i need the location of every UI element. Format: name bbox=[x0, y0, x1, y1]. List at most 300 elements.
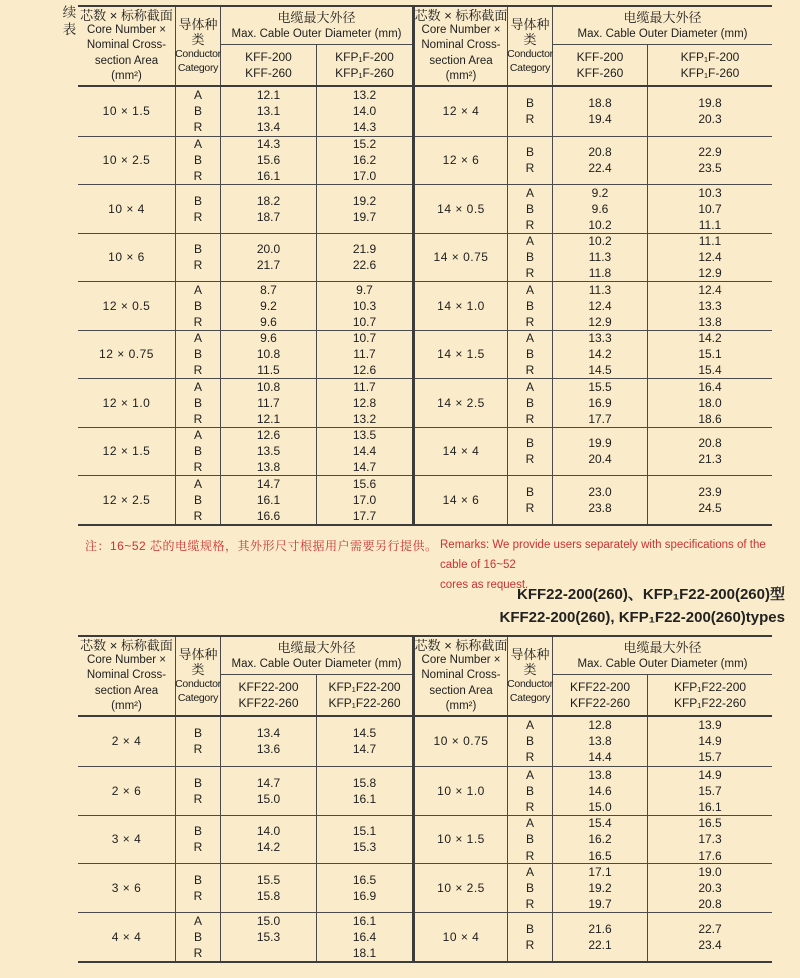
diameter-value: 22.4 bbox=[588, 161, 612, 176]
diameter-value: 15.7 bbox=[698, 783, 722, 798]
conductor-value: R bbox=[525, 500, 535, 515]
diameter-value: 9.6 bbox=[591, 201, 609, 216]
diameter-value: 21.7 bbox=[256, 258, 281, 273]
diameter-value: 22.6 bbox=[352, 258, 377, 273]
header-core-number: 芯数 × 标称截面 Core Number × Nominal Cross- section Area (mm²) bbox=[78, 637, 176, 715]
diameter-value: 22.9 bbox=[698, 145, 722, 160]
conductor-value: A bbox=[193, 379, 202, 394]
kff-diameter-cell bbox=[553, 476, 648, 524]
diameter-value: 15.8 bbox=[256, 889, 281, 904]
diameter-value bbox=[268, 945, 269, 961]
kpf-diameter-cell bbox=[317, 379, 412, 427]
spec-cell: 12 × 0.5 bbox=[78, 282, 176, 330]
diameter-value: 14.4 bbox=[352, 444, 377, 459]
diameter-value: 15.8 bbox=[352, 775, 377, 790]
kpf-diameter-cell bbox=[648, 185, 772, 233]
diameter-value: 10.7 bbox=[698, 201, 722, 216]
conductor-value: R bbox=[525, 452, 535, 467]
continued-table-label: 续表 bbox=[62, 5, 77, 37]
header-max-diameter: 电缆最大外径 Max. Cable Outer Diameter (mm) KFF-200 KFF-260 KFP₁F-200 KFP₁F-260 bbox=[553, 7, 772, 85]
kpf-diameter-cell bbox=[317, 185, 412, 233]
table1-right-body bbox=[415, 87, 772, 524]
conductor-value: B bbox=[525, 395, 534, 410]
kff-diameter-cell bbox=[221, 816, 317, 864]
diameter-value: 14.3 bbox=[352, 120, 377, 135]
conductor-cell bbox=[508, 137, 553, 185]
conductor-cell bbox=[508, 476, 553, 524]
section-title bbox=[500, 583, 786, 629]
spec-cell: 10 × 6 bbox=[78, 234, 176, 282]
kpf-diameter-cell bbox=[317, 137, 412, 185]
table2-right-header bbox=[415, 637, 772, 717]
conductor-cell bbox=[176, 767, 221, 815]
kff-diameter-cell bbox=[553, 428, 648, 476]
diameter-value: 22.7 bbox=[698, 921, 722, 936]
table-row-group bbox=[78, 378, 412, 427]
header-core-number: 芯数 × 标称截面 Core Number × Nominal Cross- section Area (mm²) bbox=[415, 637, 508, 715]
kpf-diameter-cell bbox=[317, 476, 412, 524]
table-row-group bbox=[78, 136, 412, 185]
diameter-value: 23.5 bbox=[698, 161, 722, 176]
table1-right-header bbox=[415, 7, 772, 87]
diameter-value: 12.1 bbox=[256, 411, 281, 426]
kpf-diameter-cell bbox=[648, 331, 772, 379]
diameter-value: 8.7 bbox=[260, 282, 277, 297]
table-row-group bbox=[415, 815, 772, 864]
conductor-value: R bbox=[525, 266, 535, 281]
diameter-value: 13.9 bbox=[698, 718, 722, 733]
conductor-value: R bbox=[193, 840, 203, 855]
table-row-group bbox=[78, 912, 412, 961]
diameter-value: 15.4 bbox=[698, 363, 722, 378]
table-row-group bbox=[415, 717, 772, 766]
conductor-value: R bbox=[525, 848, 535, 863]
conductor-value: B bbox=[525, 734, 534, 749]
conductor-value: B bbox=[525, 250, 534, 265]
conductor-value: R bbox=[193, 258, 203, 273]
header-model-kff: KFF-200 KFF-260 bbox=[221, 45, 317, 85]
diameter-value: 20.8 bbox=[698, 897, 722, 912]
conductor-value: A bbox=[193, 88, 202, 103]
conductor-value: B bbox=[525, 347, 534, 362]
note-chinese: 注：16~52 芯的电缆规格，其外形尺寸根据用户需要另行提供。 bbox=[85, 539, 438, 553]
kpf-diameter-cell bbox=[648, 767, 772, 815]
kff-diameter-cell bbox=[221, 185, 317, 233]
diameter-value: 20.0 bbox=[256, 242, 281, 257]
kff-diameter-cell bbox=[221, 137, 317, 185]
diameter-value: 17.7 bbox=[352, 508, 377, 523]
conductor-value: B bbox=[525, 436, 534, 451]
diameter-value: 16.5 bbox=[698, 816, 722, 831]
conductor-value: B bbox=[525, 96, 534, 111]
header-conductor-category: 导体种 类 Conductor Category bbox=[176, 7, 221, 85]
table-row-group bbox=[415, 766, 772, 815]
conductor-value: A bbox=[525, 331, 534, 346]
conductor-value: B bbox=[193, 726, 202, 741]
conductor-value: R bbox=[525, 112, 535, 127]
diameter-value: 13.8 bbox=[256, 460, 281, 475]
diameter-value: 19.9 bbox=[588, 436, 612, 451]
kff-diameter-cell bbox=[221, 87, 317, 136]
conductor-value: R bbox=[193, 209, 203, 224]
header-model-kff22: KFF22-200 KFF22-260 bbox=[221, 675, 317, 715]
spec-cell: 14 × 6 bbox=[415, 476, 508, 524]
conductor-cell bbox=[508, 234, 553, 282]
kff-diameter-cell bbox=[553, 137, 648, 185]
spec-cell: 10 × 1.5 bbox=[78, 87, 176, 136]
diameter-value: 14.9 bbox=[698, 767, 722, 782]
kpf-diameter-cell bbox=[317, 282, 412, 330]
diameter-value: 10.3 bbox=[698, 185, 722, 200]
kff-diameter-cell bbox=[553, 234, 648, 282]
diameter-value: 17.0 bbox=[352, 169, 377, 184]
table-row-group bbox=[415, 427, 772, 476]
diameter-value: 13.2 bbox=[352, 411, 377, 426]
conductor-value: B bbox=[193, 193, 202, 208]
spec-cell: 10 × 1.0 bbox=[415, 767, 508, 815]
diameter-value: 11.1 bbox=[698, 217, 722, 232]
conductor-value: B bbox=[525, 484, 534, 499]
diameter-value: 10.8 bbox=[256, 379, 281, 394]
diameter-value: 15.0 bbox=[256, 914, 281, 929]
conductor-cell bbox=[508, 331, 553, 379]
diameter-value: 15.4 bbox=[588, 816, 612, 831]
table1-left-header bbox=[78, 7, 412, 87]
kff-diameter-cell bbox=[221, 476, 317, 524]
diameter-value: 10.8 bbox=[256, 347, 281, 362]
conductor-cell bbox=[508, 379, 553, 427]
diameter-value: 15.7 bbox=[698, 750, 722, 765]
conductor-value: R bbox=[525, 363, 535, 378]
kpf-diameter-cell bbox=[648, 476, 772, 524]
header-max-diameter: 电缆最大外径 Max. Cable Outer Diameter (mm) KFF22-200 KFF22-260 KFP₁F22-200 KFP₁F22-260 bbox=[221, 637, 412, 715]
kff-diameter-cell bbox=[553, 717, 648, 766]
table1-left-half bbox=[78, 7, 412, 524]
conductor-cell bbox=[176, 816, 221, 864]
conductor-value: B bbox=[193, 444, 202, 459]
conductor-value: R bbox=[193, 460, 203, 475]
spec-cell: 12 × 6 bbox=[415, 137, 508, 185]
conductor-value: A bbox=[525, 816, 534, 831]
table-row-group bbox=[78, 766, 412, 815]
table-row-group bbox=[415, 863, 772, 912]
header-model-kff: KFF-200 KFF-260 bbox=[553, 45, 648, 85]
section-title-en: KFF22-200(260), KFP₁F22-200(260)types bbox=[499, 609, 785, 626]
kpf-diameter-cell bbox=[317, 331, 412, 379]
table2-right-half bbox=[415, 637, 772, 961]
diameter-value: 13.2 bbox=[352, 88, 377, 103]
conductor-cell bbox=[176, 717, 221, 766]
conductor-cell bbox=[508, 185, 553, 233]
table2-right-body bbox=[415, 717, 772, 961]
conductor-value: A bbox=[525, 185, 534, 200]
diameter-value: 19.0 bbox=[698, 865, 722, 880]
table-row-group bbox=[415, 475, 772, 524]
diameter-value: 21.9 bbox=[352, 242, 377, 257]
spec-cell: 14 × 1.0 bbox=[415, 282, 508, 330]
conductor-value: A bbox=[193, 428, 202, 443]
spec-cell: 2 × 6 bbox=[78, 767, 176, 815]
diameter-value: 10.7 bbox=[352, 314, 377, 329]
conductor-cell bbox=[508, 767, 553, 815]
diameter-value: 16.5 bbox=[352, 873, 377, 888]
table-row-group bbox=[78, 330, 412, 379]
diameter-value: 16.1 bbox=[256, 169, 281, 184]
spec-cell: 10 × 2.5 bbox=[78, 137, 176, 185]
diameter-value: 12.8 bbox=[352, 395, 377, 410]
header-max-diameter: 电缆最大外径 Max. Cable Outer Diameter (mm) KFF-200 KFF-260 KFP₁F-200 KFP₁F-260 bbox=[221, 7, 412, 85]
diameter-value: 14.7 bbox=[256, 476, 281, 491]
diameter-value: 19.2 bbox=[588, 881, 612, 896]
conductor-value: B bbox=[525, 783, 534, 798]
spec-cell: 12 × 1.5 bbox=[78, 428, 176, 476]
table-row-group bbox=[415, 233, 772, 282]
diameter-value: 12.4 bbox=[698, 250, 722, 265]
diameter-value: 12.6 bbox=[256, 428, 281, 443]
diameter-value: 15.1 bbox=[352, 824, 377, 839]
conductor-cell bbox=[176, 428, 221, 476]
diameter-value: 15.3 bbox=[352, 840, 377, 855]
table-row-group bbox=[78, 184, 412, 233]
conductor-value: R bbox=[193, 363, 203, 378]
spec-cell: 14 × 0.5 bbox=[415, 185, 508, 233]
spec-cell: 14 × 1.5 bbox=[415, 331, 508, 379]
diameter-value: 15.6 bbox=[352, 476, 377, 491]
conductor-cell bbox=[176, 331, 221, 379]
spec-cell: 10 × 2.5 bbox=[415, 864, 508, 912]
diameter-value: 13.3 bbox=[588, 331, 612, 346]
diameter-value: 18.7 bbox=[256, 209, 281, 224]
kff-diameter-cell bbox=[553, 816, 648, 864]
cable-diameter-table-kff22 bbox=[78, 635, 772, 963]
spec-cell: 12 × 0.75 bbox=[78, 331, 176, 379]
header-max-diameter: 电缆最大外径 Max. Cable Outer Diameter (mm) KFF22-200 KFF22-260 KFP₁F22-200 KFP₁F22-260 bbox=[553, 637, 772, 715]
conductor-value: B bbox=[525, 921, 534, 936]
diameter-value: 18.8 bbox=[588, 96, 612, 111]
conductor-value: B bbox=[525, 298, 534, 313]
table-row-group bbox=[415, 378, 772, 427]
kpf-diameter-cell bbox=[648, 428, 772, 476]
diameter-value: 12.6 bbox=[352, 363, 377, 378]
spec-cell: 10 × 4 bbox=[78, 185, 176, 233]
diameter-value: 19.4 bbox=[588, 112, 612, 127]
conductor-value: A bbox=[193, 476, 202, 491]
conductor-value: B bbox=[193, 492, 202, 507]
spec-cell: 10 × 1.5 bbox=[415, 816, 508, 864]
kff-diameter-cell bbox=[553, 379, 648, 427]
kff-diameter-cell bbox=[553, 864, 648, 912]
diameter-value: 15.6 bbox=[256, 153, 281, 168]
note-english: Remarks: We provide users separately with specifications of the cable of 16~52 cores as request. bbox=[440, 539, 766, 591]
conductor-cell bbox=[176, 913, 221, 961]
conductor-cell bbox=[176, 476, 221, 524]
diameter-value: 17.7 bbox=[588, 411, 612, 426]
diameter-value: 23.8 bbox=[588, 500, 612, 515]
spec-cell: 14 × 2.5 bbox=[415, 379, 508, 427]
conductor-value: A bbox=[525, 865, 534, 880]
header-core-number: 芯数 × 标称截面 Core Number × Nominal Cross- section Area (mm²) bbox=[78, 7, 176, 85]
diameter-value: 23.4 bbox=[698, 938, 722, 953]
diameter-value: 12.4 bbox=[698, 282, 722, 297]
kff-diameter-cell bbox=[553, 913, 648, 961]
diameter-value: 9.2 bbox=[260, 298, 277, 313]
kff-diameter-cell bbox=[553, 767, 648, 815]
diameter-value: 20.8 bbox=[698, 436, 722, 451]
conductor-value: R bbox=[525, 799, 535, 814]
conductor-value: B bbox=[193, 153, 202, 168]
diameter-value: 19.8 bbox=[698, 96, 722, 111]
kff-diameter-cell bbox=[221, 864, 317, 912]
diameter-value: 15.3 bbox=[256, 930, 281, 945]
conductor-value: A bbox=[193, 913, 202, 928]
diameter-value: 14.7 bbox=[352, 742, 377, 757]
diameter-value: 15.1 bbox=[698, 347, 722, 362]
conductor-value: B bbox=[193, 395, 202, 410]
conductor-cell bbox=[508, 717, 553, 766]
kpf-diameter-cell bbox=[317, 234, 412, 282]
conductor-value: R bbox=[193, 169, 203, 184]
diameter-value: 14.2 bbox=[698, 331, 722, 346]
diameter-value: 14.0 bbox=[352, 104, 377, 119]
section-title-zh: KFF22-200(260)、KFP₁F22-200(260)型 bbox=[517, 586, 785, 603]
kpf-diameter-cell bbox=[317, 864, 412, 912]
kpf-diameter-cell bbox=[317, 913, 412, 961]
table-row-group bbox=[415, 136, 772, 185]
kpf-diameter-cell bbox=[317, 717, 412, 766]
diameter-value: 12.4 bbox=[588, 298, 612, 313]
diameter-value: 12.1 bbox=[256, 88, 281, 103]
diameter-value: 13.5 bbox=[352, 428, 377, 443]
kff-diameter-cell bbox=[221, 913, 317, 961]
spec-cell: 3 × 6 bbox=[78, 864, 176, 912]
conductor-cell bbox=[176, 864, 221, 912]
diameter-value: 10.2 bbox=[588, 217, 612, 232]
diameter-value: 14.7 bbox=[256, 775, 281, 790]
table-row-group bbox=[415, 912, 772, 961]
conductor-cell bbox=[508, 87, 553, 136]
conductor-value: R bbox=[193, 508, 203, 523]
conductor-value: B bbox=[193, 347, 202, 362]
kff-diameter-cell bbox=[221, 282, 317, 330]
table-row-group bbox=[415, 330, 772, 379]
table1-left-body bbox=[78, 87, 412, 524]
diameter-value: 13.4 bbox=[256, 120, 281, 135]
diameter-value: 16.4 bbox=[352, 930, 377, 945]
diameter-value: 15.0 bbox=[256, 791, 281, 806]
table2-left-body bbox=[78, 717, 412, 961]
cable-diameter-table-kff bbox=[78, 5, 772, 526]
diameter-value: 12.9 bbox=[588, 314, 612, 329]
spec-cell: 14 × 0.75 bbox=[415, 234, 508, 282]
diameter-value: 24.5 bbox=[698, 500, 722, 515]
table-row-group bbox=[78, 475, 412, 524]
diameter-value: 14.0 bbox=[256, 824, 281, 839]
diameter-value: 20.3 bbox=[698, 112, 722, 127]
conductor-value: R bbox=[193, 742, 203, 757]
diameter-value: 13.8 bbox=[588, 734, 612, 749]
diameter-value: 10.3 bbox=[352, 298, 377, 313]
kpf-diameter-cell bbox=[648, 234, 772, 282]
conductor-value: R bbox=[525, 750, 535, 765]
table-row-group bbox=[78, 233, 412, 282]
diameter-value: 13.6 bbox=[256, 742, 281, 757]
kff-diameter-cell bbox=[221, 234, 317, 282]
table-row-group bbox=[78, 863, 412, 912]
header-core-number: 芯数 × 标称截面 Core Number × Nominal Cross- section Area (mm²) bbox=[415, 7, 508, 85]
conductor-value: B bbox=[193, 298, 202, 313]
conductor-value: B bbox=[525, 145, 534, 160]
conductor-value: A bbox=[525, 767, 534, 782]
diameter-value: 11.7 bbox=[257, 395, 280, 410]
diameter-value: 16.1 bbox=[256, 492, 281, 507]
diameter-value: 17.1 bbox=[588, 865, 612, 880]
conductor-value: B bbox=[525, 881, 534, 896]
diameter-value: 16.9 bbox=[352, 889, 377, 904]
diameter-value: 17.6 bbox=[698, 848, 722, 863]
diameter-value: 23.0 bbox=[588, 484, 612, 499]
conductor-value: R bbox=[193, 791, 203, 806]
conductor-value: R bbox=[525, 314, 535, 329]
header-model-kpf: KFP₁F-200 KFP₁F-260 bbox=[335, 50, 394, 80]
conductor-cell bbox=[176, 379, 221, 427]
diameter-value: 16.1 bbox=[352, 791, 377, 806]
diameter-value: 14.5 bbox=[352, 726, 377, 741]
kpf-diameter-cell bbox=[317, 87, 412, 136]
diameter-value: 20.3 bbox=[698, 881, 722, 896]
diameter-value: 11.7 bbox=[353, 347, 376, 362]
kpf-diameter-cell bbox=[648, 87, 772, 136]
diameter-value: 9.6 bbox=[260, 331, 277, 346]
conductor-cell bbox=[508, 816, 553, 864]
conductor-value: B bbox=[193, 873, 202, 888]
kff-diameter-cell bbox=[553, 185, 648, 233]
kff-diameter-cell bbox=[221, 428, 317, 476]
kff-diameter-cell bbox=[221, 767, 317, 815]
kpf-diameter-cell bbox=[648, 379, 772, 427]
diameter-value: 11.7 bbox=[353, 379, 376, 394]
diameter-value: 13.3 bbox=[698, 298, 722, 313]
conductor-value: R bbox=[525, 938, 535, 953]
table-row-group bbox=[415, 87, 772, 136]
conductor-value: R bbox=[193, 314, 203, 329]
diameter-value: 14.5 bbox=[588, 363, 612, 378]
kpf-diameter-cell bbox=[317, 816, 412, 864]
diameter-value: 16.5 bbox=[588, 848, 612, 863]
diameter-value: 16.2 bbox=[588, 832, 612, 847]
kpf-diameter-cell bbox=[648, 137, 772, 185]
conductor-value: A bbox=[525, 379, 534, 394]
diameter-value: 11.3 bbox=[588, 250, 612, 265]
conductor-value: B bbox=[193, 775, 202, 790]
diameter-value: 11.3 bbox=[588, 282, 612, 297]
diameter-value: 19.7 bbox=[588, 897, 612, 912]
diameter-value: 17.0 bbox=[352, 492, 377, 507]
header-model-kff22: KFF22-200 KFF22-260 bbox=[553, 675, 648, 715]
diameter-value: 21.3 bbox=[698, 452, 722, 467]
conductor-cell bbox=[508, 282, 553, 330]
conductor-value: B bbox=[525, 832, 534, 847]
kff-diameter-cell bbox=[553, 331, 648, 379]
diameter-value: 14.2 bbox=[256, 840, 281, 855]
table2-left-half bbox=[78, 637, 412, 961]
diameter-value: 16.6 bbox=[256, 508, 281, 523]
diameter-value: 16.4 bbox=[698, 379, 722, 394]
conductor-value: B bbox=[193, 824, 202, 839]
diameter-value: 20.4 bbox=[588, 452, 612, 467]
diameter-value: 20.8 bbox=[588, 145, 612, 160]
header-conductor-category: 导体种 类 Conductor Category bbox=[508, 7, 553, 85]
kpf-diameter-cell bbox=[648, 282, 772, 330]
